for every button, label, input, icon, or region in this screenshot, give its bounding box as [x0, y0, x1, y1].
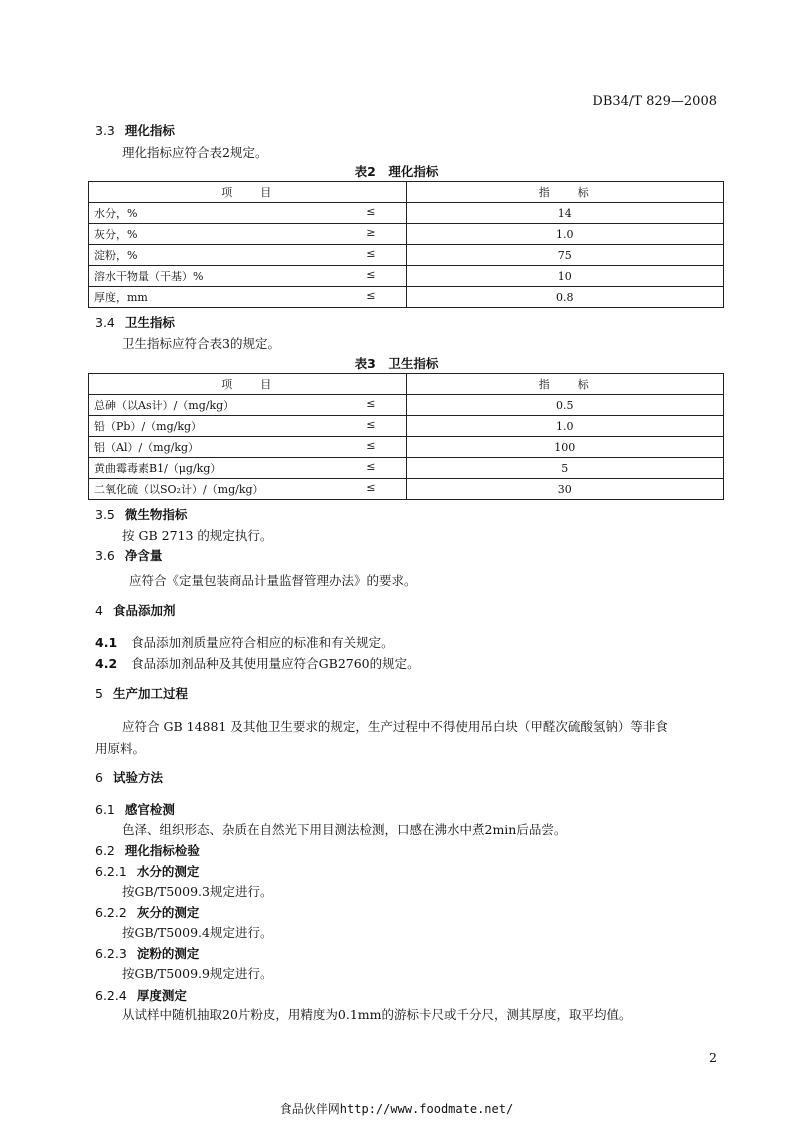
page-number: 2	[709, 1050, 717, 1065]
table-row	[89, 266, 724, 287]
section-5-text-line2: 用原料。	[95, 741, 146, 756]
row-item: 溶水干物量（干基）% ≤	[89, 266, 407, 287]
section-6-2-3-heading	[95, 944, 199, 962]
table-row	[89, 224, 724, 245]
section-6-2-4-heading	[95, 986, 187, 1004]
section-6-2-3-text: 按GB/T5009.9规定进行。	[122, 966, 273, 981]
section-5-heading	[95, 684, 188, 702]
section-3-3-text: 理化指标应符合表2规定。	[122, 145, 268, 160]
row-value: 1.0	[406, 416, 723, 437]
row-value: 5	[406, 458, 723, 479]
section-4-heading	[95, 601, 175, 619]
column-header-item: 项 目	[89, 374, 407, 395]
row-item: 铅（Pb）/（mg/kg） ≤	[89, 416, 407, 437]
clause-number: 4.1	[95, 635, 118, 650]
table-header-row	[89, 182, 724, 203]
section-6-2-2-text: 按GB/T5009.4规定进行。	[122, 925, 273, 940]
table-row	[89, 395, 724, 416]
standard-code: DB34/T 829—2008	[592, 94, 717, 109]
section-number: 6.2.2	[95, 905, 127, 920]
table2	[88, 181, 724, 308]
section-title: 微生物指标	[124, 507, 188, 522]
clause-text: 食品添加剂品种及其使用量应符合GB2760的规定。	[131, 656, 420, 671]
column-header-value: 指 标	[406, 374, 723, 395]
section-number: 4	[95, 603, 103, 618]
row-value: 1.0	[406, 224, 724, 245]
footer-link[interactable]: 食品伙伴网http://www.foodmate.net/	[279, 1102, 514, 1116]
table2-caption: 表2 理化指标	[354, 164, 439, 179]
section-3-6-text: 应符合《定量包装商品计量监督管理办法》的要求。	[129, 573, 417, 588]
section-number: 3.3	[95, 123, 115, 138]
section-title: 水分的测定	[136, 864, 200, 879]
section-title: 理化指标	[124, 123, 175, 138]
table-row	[89, 245, 724, 266]
section-3-4-text: 卫生指标应符合表3的规定。	[122, 336, 280, 351]
section-title: 食品添加剂	[112, 603, 176, 618]
section-title: 净含量	[124, 548, 163, 563]
section-number: 6.1	[95, 802, 115, 817]
section-4-1	[95, 633, 394, 651]
section-number: 5	[95, 686, 103, 701]
section-title: 淀粉的测定	[136, 946, 200, 961]
section-5-text-line1: 应符合 GB 14881 及其他卫生要求的规定，生产过程中不得使用吊白块（甲醛次硫酸氢钠）等非食	[122, 719, 668, 734]
table3-caption: 表3 卫生指标	[354, 356, 439, 371]
table-row	[89, 479, 724, 500]
row-value: 14	[406, 203, 724, 224]
table-header-row	[89, 374, 724, 395]
table-row	[89, 416, 724, 437]
row-item: 灰分，% ≥	[89, 224, 407, 245]
row-item: 水分，% ≤	[89, 203, 407, 224]
section-number: 3.5	[95, 507, 115, 522]
row-item: 淀粉，% ≤	[89, 245, 407, 266]
table-row	[89, 203, 724, 224]
clause-number: 4.2	[95, 656, 118, 671]
section-number: 3.4	[95, 315, 115, 330]
section-3-5-heading	[95, 505, 187, 523]
section-title: 理化指标检验	[124, 843, 200, 858]
section-number: 6.2	[95, 843, 115, 858]
section-title: 生产加工过程	[112, 686, 188, 701]
section-6-2-1-text: 按GB/T5009.3规定进行。	[122, 884, 273, 899]
row-value: 10	[406, 266, 724, 287]
section-6-heading	[95, 768, 163, 786]
section-3-6-heading	[95, 546, 162, 564]
row-value: 100	[406, 437, 723, 458]
section-title: 卫生指标	[124, 315, 175, 330]
section-number: 6	[95, 770, 103, 785]
column-header-item: 项 目	[89, 182, 407, 203]
table-row	[89, 437, 724, 458]
section-3-4-heading	[95, 313, 175, 331]
row-item: 铝（Al）/（mg/kg） ≤	[89, 437, 407, 458]
section-6-2-4-text: 从试样中随机抽取20片粉皮，用精度为0.1mm的游标卡尺或千分尺，测其厚度，取平均值。	[122, 1007, 632, 1022]
section-3-3-heading	[95, 121, 175, 139]
row-item: 总砷（以As计）/（mg/kg） ≤	[89, 395, 407, 416]
row-item: 二氧化硫（以SO₂计）/（mg/kg） ≤	[89, 479, 407, 500]
section-6-1-heading	[95, 800, 175, 818]
clause-text: 食品添加剂质量应符合相应的标准和有关规定。	[131, 635, 394, 650]
row-value: 75	[406, 245, 724, 266]
column-header-value: 指 标	[406, 182, 724, 203]
section-6-2-2-heading	[95, 903, 199, 921]
section-6-2-1-heading	[95, 862, 199, 880]
table-row	[89, 458, 724, 479]
table3	[88, 373, 724, 500]
section-4-2	[95, 654, 420, 672]
row-value: 30	[406, 479, 723, 500]
row-item: 厚度，mm ≤	[89, 287, 407, 308]
section-number: 6.2.1	[95, 864, 127, 879]
section-title: 试验方法	[112, 770, 163, 785]
section-3-5-text: 按 GB 2713 的规定执行。	[122, 528, 273, 543]
section-title: 感官检测	[124, 802, 175, 817]
section-number: 6.2.4	[95, 988, 127, 1003]
row-value: 0.5	[406, 395, 723, 416]
section-title: 灰分的测定	[136, 905, 200, 920]
row-item: 黄曲霉毒素B1/（μg/kg） ≤	[89, 458, 407, 479]
section-6-2-heading	[95, 841, 200, 859]
section-number: 6.2.3	[95, 946, 127, 961]
table-row	[89, 287, 724, 308]
section-title: 厚度测定	[136, 988, 187, 1003]
section-6-1-text: 色泽、组织形态、杂质在自然光下用目测法检测，口感在沸水中煮2min后品尝。	[122, 822, 567, 837]
section-number: 3.6	[95, 548, 115, 563]
row-value: 0.8	[406, 287, 724, 308]
